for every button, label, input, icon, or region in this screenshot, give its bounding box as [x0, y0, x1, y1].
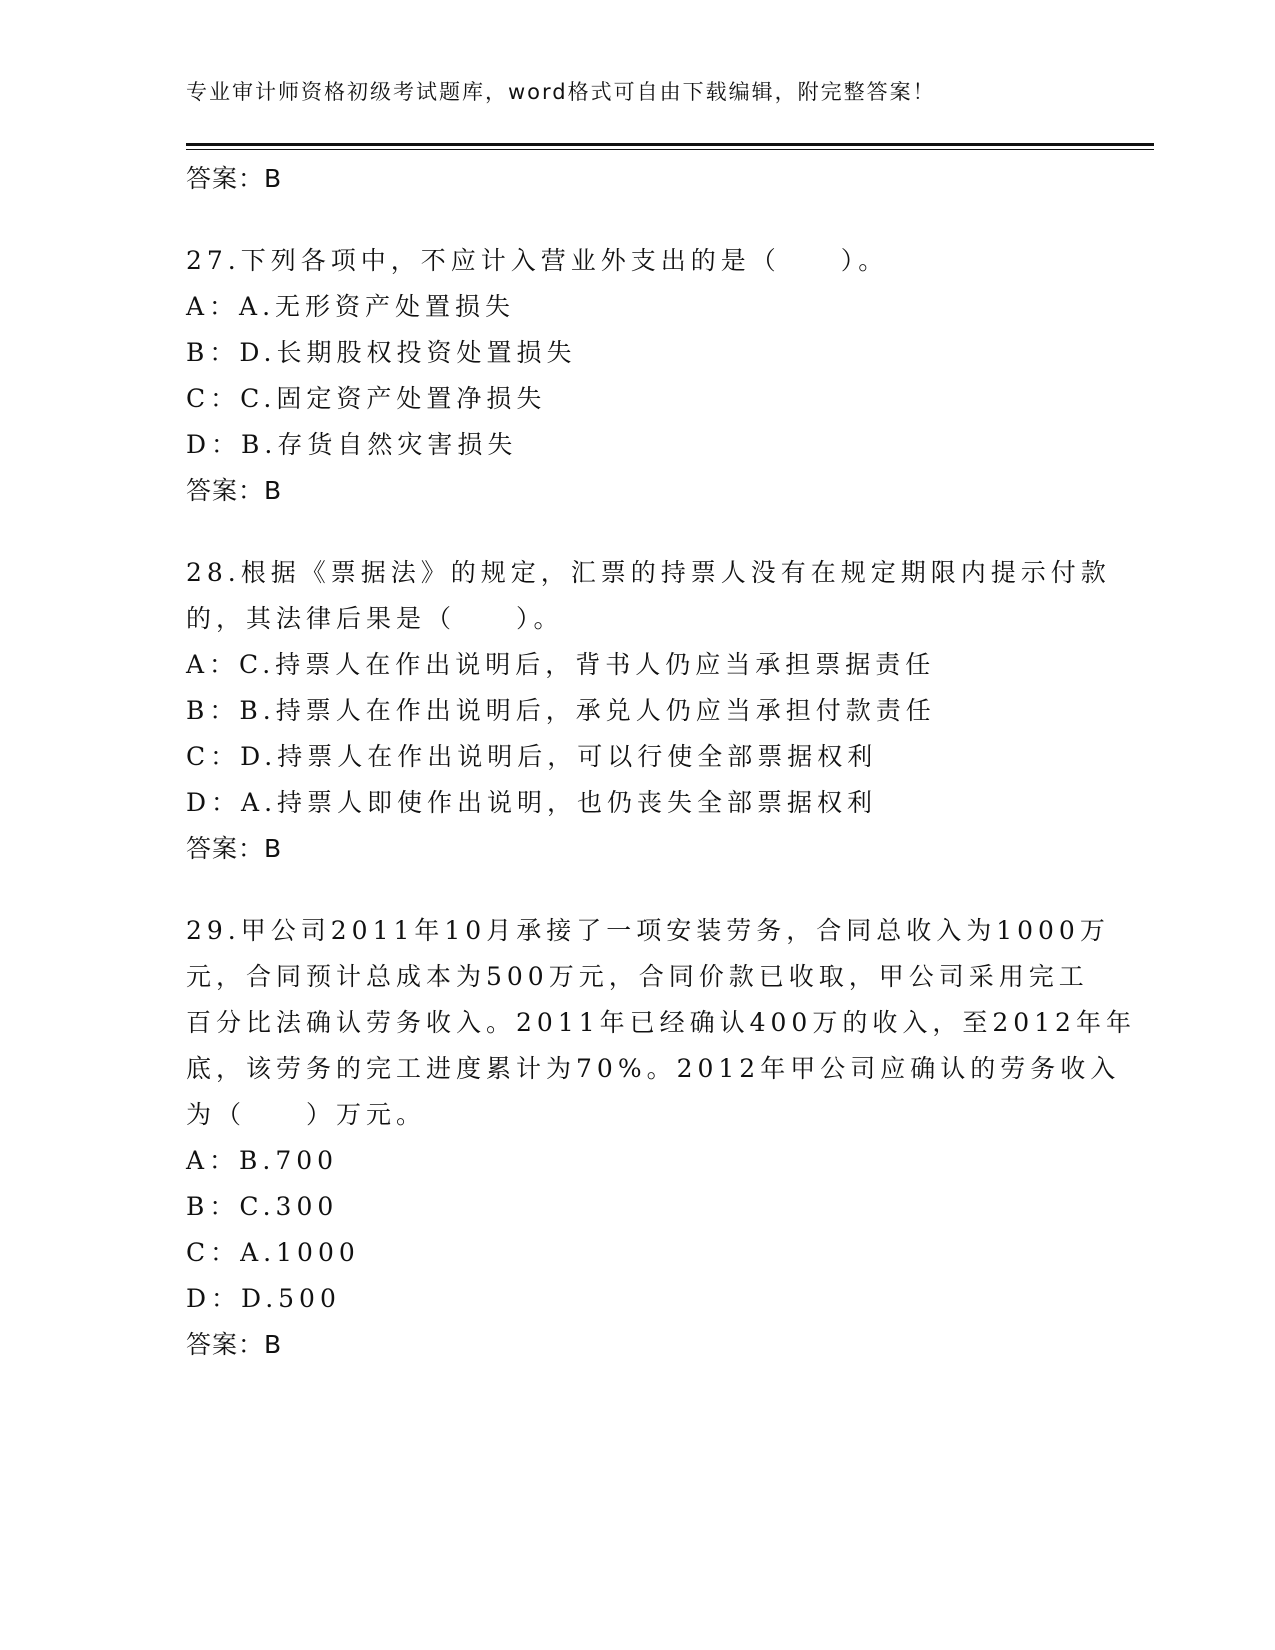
option-d: D：B.存货自然灾害损失 [186, 430, 518, 459]
option-b: B：C.300 [186, 1192, 339, 1221]
spacer [186, 872, 1086, 908]
option-b: B：D.长期股权投资处置损失 [186, 338, 577, 367]
question-stem: 27.下列各项中，不应计入营业外支出的是（ ）。 [186, 246, 889, 275]
question-stem-line-4: 底，该劳务的完工进度累计为70%。2012年甲公司应确认的劳务收入 [186, 1054, 1121, 1083]
question-stem-line-1: 28.根据《票据法》的规定，汇票的持票人没有在规定期限内提示付款 [186, 558, 1111, 587]
option-a: A：B.700 [186, 1146, 339, 1175]
option-c: C：D.持票人在作出说明后，可以行使全部票据权利 [186, 742, 878, 771]
header-rule [186, 143, 1154, 146]
question-28 [186, 550, 1111, 872]
question-29 [186, 908, 1136, 1368]
page-header: 专业审计师资格初级考试题库，word格式可自由下载编辑，附完整答案！ [186, 80, 936, 104]
option-a: A：A.无形资产处置损失 [186, 292, 516, 321]
header-rule-thin [186, 149, 1154, 150]
option-a: A：C.持票人在作出说明后，背书人仍应当承担票据责任 [186, 650, 936, 679]
option-d: D：D.500 [186, 1284, 341, 1313]
document-body [186, 156, 1136, 1368]
question-stem-line-2: 元，合同预计总成本为500万元，合同价款已收取，甲公司采用完工 [186, 962, 1089, 991]
question-stem-line-1: 29.甲公司2011年10月承接了一项安装劳务，合同总收入为1000万 [186, 916, 1110, 945]
question-stem-line-3: 百分比法确认劳务收入。2011年已经确认400万的收入，至2012年年 [186, 1008, 1136, 1037]
answer: 答案：B [186, 476, 283, 505]
previous-answer: 答案：B [186, 164, 283, 193]
option-b: B：B.持票人在作出说明后，承兑人仍应当承担付款责任 [186, 696, 936, 725]
answer: 答案：B [186, 834, 283, 863]
question-27 [186, 238, 1086, 514]
question-stem-line-2: 的，其法律后果是（ ）。 [186, 604, 564, 633]
spacer [186, 202, 1086, 238]
question-stem-line-5: 为（ ）万元。 [186, 1100, 427, 1129]
option-c: C：A.1000 [186, 1238, 360, 1267]
spacer [186, 514, 1086, 550]
answer: 答案：B [186, 1330, 283, 1359]
option-d: D：A.持票人即使作出说明，也仍丧失全部票据权利 [186, 788, 878, 817]
option-c: C：C.固定资产处置净损失 [186, 384, 547, 413]
